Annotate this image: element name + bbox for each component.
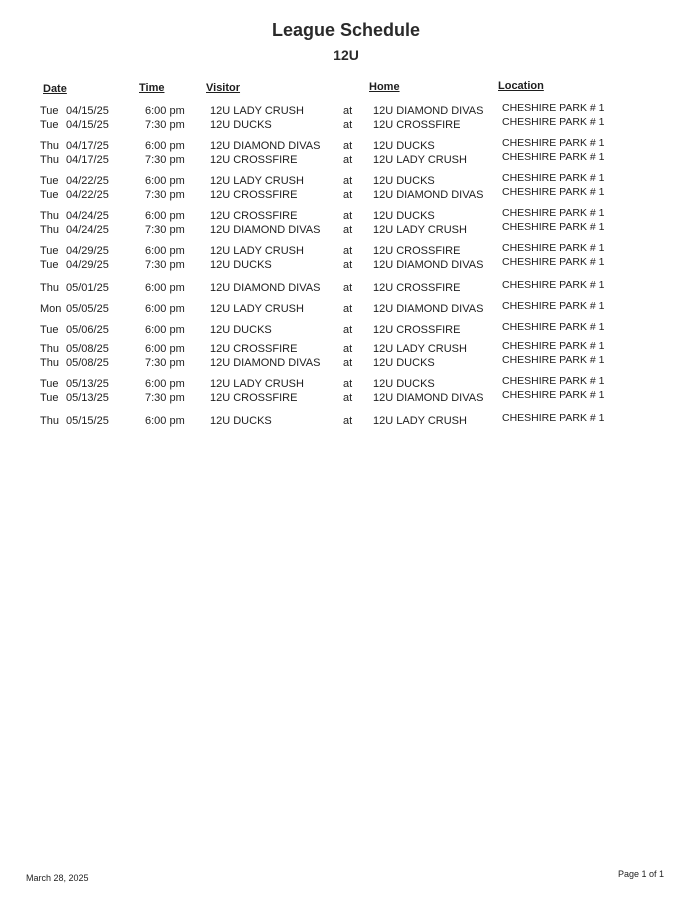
home-team: 12U DIAMOND DIVAS [373, 303, 484, 315]
game-location: CHESHIRE PARK # 1 [502, 137, 605, 149]
game-time: 7:30 pm [145, 357, 185, 369]
game-day: Thu [40, 357, 59, 369]
game-location: CHESHIRE PARK # 1 [502, 389, 605, 401]
schedule-group [0, 302, 700, 316]
game-location: CHESHIRE PARK # 1 [502, 151, 605, 163]
home-team: 12U DUCKS [373, 357, 435, 369]
at-label: at [343, 105, 353, 117]
game-day: Tue [40, 392, 59, 404]
at-label: at [343, 303, 353, 315]
at-label: at [343, 259, 353, 271]
visitor-team: 12U DIAMOND DIVAS [210, 357, 321, 369]
game-day: Tue [40, 175, 59, 187]
page-title: League Schedule [271, 20, 421, 40]
game-day: Thu [40, 282, 59, 294]
game-day: Tue [40, 324, 59, 336]
game-date: 04/24/25 [66, 224, 109, 236]
home-team: 12U LADY CRUSH [373, 343, 467, 355]
visitor-team: 12U DIAMOND DIVAS [210, 140, 321, 152]
game-date: 05/08/25 [66, 357, 109, 369]
game-location: CHESHIRE PARK # 1 [502, 207, 605, 219]
game-day: Thu [40, 224, 59, 236]
game-location: CHESHIRE PARK # 1 [502, 186, 605, 198]
game-time: 7:30 pm [145, 189, 185, 201]
schedule-row [0, 188, 700, 202]
game-location: CHESHIRE PARK # 1 [502, 375, 605, 387]
visitor-team: 12U DUCKS [210, 119, 272, 131]
game-time: 6:00 pm [145, 303, 185, 315]
header-visitor: Visitor [206, 82, 241, 94]
game-date: 04/29/25 [66, 259, 109, 271]
schedule-group [0, 174, 700, 202]
game-time: 7:30 pm [145, 392, 185, 404]
game-time: 7:30 pm [145, 224, 185, 236]
game-location: CHESHIRE PARK # 1 [502, 279, 605, 291]
visitor-team: 12U DUCKS [210, 415, 272, 427]
home-team: 12U DIAMOND DIVAS [373, 105, 484, 117]
schedule-group [0, 414, 700, 428]
game-day: Thu [40, 415, 59, 427]
game-day: Mon [40, 303, 62, 315]
schedule-row [0, 414, 700, 428]
visitor-team: 12U CROSSFIRE [210, 189, 298, 201]
game-time: 7:30 pm [145, 119, 185, 131]
game-day: Tue [40, 119, 59, 131]
visitor-team: 12U LADY CRUSH [210, 175, 304, 187]
at-label: at [343, 175, 353, 187]
visitor-team: 12U CROSSFIRE [210, 392, 298, 404]
game-location: CHESHIRE PARK # 1 [502, 300, 605, 312]
game-date: 04/15/25 [66, 105, 109, 117]
at-label: at [343, 224, 353, 236]
home-team: 12U DUCKS [373, 210, 435, 222]
game-date: 04/22/25 [66, 175, 109, 187]
game-date: 05/15/25 [66, 415, 109, 427]
game-date: 04/17/25 [66, 154, 109, 166]
at-label: at [343, 378, 353, 390]
game-time: 6:00 pm [145, 378, 185, 390]
visitor-team: 12U DIAMOND DIVAS [210, 224, 321, 236]
schedule-group [0, 139, 700, 167]
game-date: 05/01/25 [66, 282, 109, 294]
game-date: 04/15/25 [66, 119, 109, 131]
game-date: 04/29/25 [66, 245, 109, 257]
visitor-team: 12U LADY CRUSH [210, 303, 304, 315]
game-day: Thu [40, 343, 59, 355]
header-home: Home [369, 81, 400, 93]
home-team: 12U DIAMOND DIVAS [373, 392, 484, 404]
game-time: 6:00 pm [145, 175, 185, 187]
game-day: Tue [40, 189, 59, 201]
home-team: 12U DUCKS [373, 140, 435, 152]
home-team: 12U CROSSFIRE [373, 324, 461, 336]
at-label: at [343, 343, 353, 355]
game-day: Thu [40, 154, 59, 166]
schedule-group [0, 209, 700, 237]
schedule-group [0, 377, 700, 405]
game-location: CHESHIRE PARK # 1 [502, 172, 605, 184]
at-label: at [343, 357, 353, 369]
game-location: CHESHIRE PARK # 1 [502, 256, 605, 268]
at-label: at [343, 415, 353, 427]
home-team: 12U DIAMOND DIVAS [373, 189, 484, 201]
game-location: CHESHIRE PARK # 1 [502, 340, 605, 352]
game-time: 6:00 pm [145, 282, 185, 294]
schedule-group [0, 281, 700, 295]
game-time: 6:00 pm [145, 245, 185, 257]
game-date: 05/06/25 [66, 324, 109, 336]
game-day: Tue [40, 245, 59, 257]
home-team: 12U LADY CRUSH [373, 415, 467, 427]
at-label: at [343, 282, 353, 294]
schedule-row [0, 302, 700, 316]
game-day: Thu [40, 140, 59, 152]
schedule-row [0, 323, 700, 337]
at-label: at [343, 140, 353, 152]
game-time: 6:00 pm [145, 324, 185, 336]
game-day: Tue [40, 259, 59, 271]
at-label: at [343, 210, 353, 222]
game-location: CHESHIRE PARK # 1 [502, 412, 605, 424]
visitor-team: 12U CROSSFIRE [210, 154, 298, 166]
game-time: 6:00 pm [145, 415, 185, 427]
game-location: CHESHIRE PARK # 1 [502, 221, 605, 233]
schedule-group [0, 323, 700, 337]
schedule-group [0, 342, 700, 370]
schedule-group [0, 244, 700, 272]
at-label: at [343, 154, 353, 166]
visitor-team: 12U CROSSFIRE [210, 343, 298, 355]
game-day: Thu [40, 210, 59, 222]
home-team: 12U CROSSFIRE [373, 282, 461, 294]
home-team: 12U LADY CRUSH [373, 224, 467, 236]
schedule-row [0, 258, 700, 272]
game-day: Tue [40, 378, 59, 390]
home-team: 12U LADY CRUSH [373, 154, 467, 166]
visitor-team: 12U DUCKS [210, 259, 272, 271]
page-subtitle: 12U [333, 47, 359, 63]
at-label: at [343, 245, 353, 257]
visitor-team: 12U LADY CRUSH [210, 105, 304, 117]
visitor-team: 12U LADY CRUSH [210, 245, 304, 257]
game-location: CHESHIRE PARK # 1 [502, 242, 605, 254]
home-team: 12U DUCKS [373, 175, 435, 187]
game-time: 7:30 pm [145, 154, 185, 166]
game-day: Tue [40, 105, 59, 117]
game-location: CHESHIRE PARK # 1 [502, 354, 605, 366]
game-date: 04/22/25 [66, 189, 109, 201]
visitor-team: 12U LADY CRUSH [210, 378, 304, 390]
game-time: 6:00 pm [145, 140, 185, 152]
game-date: 05/13/25 [66, 392, 109, 404]
game-time: 7:30 pm [145, 259, 185, 271]
game-time: 6:00 pm [145, 210, 185, 222]
game-location: CHESHIRE PARK # 1 [502, 102, 605, 114]
schedule-row [0, 153, 700, 167]
visitor-team: 12U CROSSFIRE [210, 210, 298, 222]
visitor-team: 12U DUCKS [210, 324, 272, 336]
footer-page-number: Page 1 of 1 [618, 869, 665, 879]
schedule-row [0, 118, 700, 132]
at-label: at [343, 324, 353, 336]
home-team: 12U CROSSFIRE [373, 245, 461, 257]
game-date: 04/17/25 [66, 140, 109, 152]
schedule-row [0, 223, 700, 237]
game-time: 6:00 pm [145, 105, 185, 117]
header-date: Date [43, 83, 67, 95]
header-location: Location [498, 80, 544, 92]
at-label: at [343, 392, 353, 404]
game-location: CHESHIRE PARK # 1 [502, 116, 605, 128]
schedule-row [0, 391, 700, 405]
schedule-row [0, 281, 700, 295]
at-label: at [343, 119, 353, 131]
header-time: Time [139, 82, 165, 94]
footer-date: March 28, 2025 [26, 873, 89, 883]
schedule-row [0, 356, 700, 370]
home-team: 12U DIAMOND DIVAS [373, 259, 484, 271]
home-team: 12U CROSSFIRE [373, 119, 461, 131]
game-date: 04/24/25 [66, 210, 109, 222]
schedule-group [0, 104, 700, 132]
game-date: 05/13/25 [66, 378, 109, 390]
at-label: at [343, 189, 353, 201]
visitor-team: 12U DIAMOND DIVAS [210, 282, 321, 294]
game-location: CHESHIRE PARK # 1 [502, 321, 605, 333]
game-time: 6:00 pm [145, 343, 185, 355]
game-date: 05/08/25 [66, 343, 109, 355]
home-team: 12U DUCKS [373, 378, 435, 390]
game-date: 05/05/25 [66, 303, 109, 315]
